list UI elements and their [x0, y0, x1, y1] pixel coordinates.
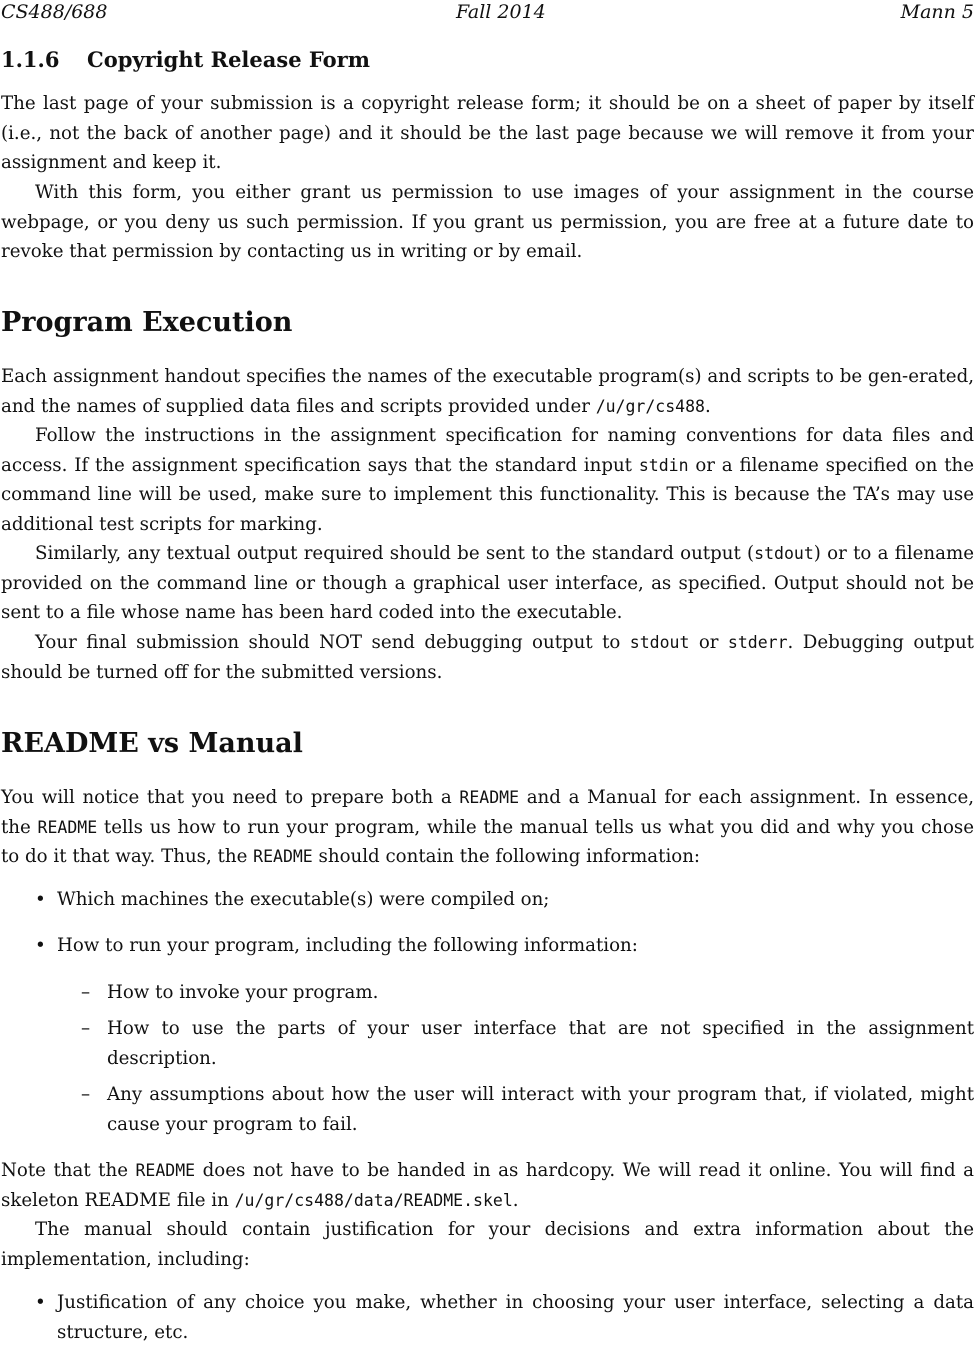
manual-paragraph: The manual should contain justification for your decisions and extra information about the implementation, including:	[1, 1219, 974, 1270]
subsection-number: 1.1.6	[1, 47, 60, 72]
list-item: • Justification of any choice you make, whether in choosing your user interface, selecting a data structure, etc.	[57, 1288, 974, 1347]
sub-list-item: – How to invoke your program.	[107, 978, 974, 1008]
subsection-heading	[1, 46, 370, 74]
sub-list-item: – Any assumptions about how the user will interact with your program that, if violated, might cause your program to fail.	[107, 1080, 974, 1139]
path-code: /u/gr/cs488	[595, 396, 705, 416]
readme-code: README	[459, 788, 520, 807]
copyright-paragraph-1: The last page of your submission is a copyright release form; it should be on a sheet of paper by itself (i.e., not the back of another page) and it should be the last page because we will remove it from your assignment and keep it.	[1, 93, 974, 174]
stdout-code: stdout	[629, 633, 690, 652]
copyright-paragraph-2: With this form, you either grant us permission to use images of your assignment in the course webpage, or you deny us such permission. If you grant us permission, you are free at a future date to revoke that permission by contacting us in writing or by email.	[1, 182, 974, 263]
readme-code: README	[253, 847, 313, 867]
subsection-title: Copyright Release Form	[87, 47, 370, 72]
program-execution-paragraph-2: Follow the instructions in the assignment specification for naming conventions for data files and access. If the assignment specification says that the standard input stdin or a filename specified on the command line will be used, make sure to implement this functionality. This is because the TA’s may use additional test scripts for marking.	[1, 425, 974, 536]
bullet-mark: •	[35, 1292, 46, 1313]
program-execution-paragraph-3: Similarly, any textual output required should be sent to the standard output (stdout) or to a filename provided on the command line or though a graphical user interface, as specified. Output should not be sent to a file whose name has been hard coded into the executable.	[1, 543, 975, 624]
list-item: • Which machines the executable(s) were compiled on;	[57, 885, 974, 915]
dash-mark: –	[81, 1018, 91, 1039]
header-author-page: Mann 5	[900, 1, 974, 23]
readme-paragraph-1: You will notice that you need to prepare both a README and a Manual for each assignment. In essence, the README tells us how to run your program, while the manual tells us what you did and why you chose to do it that way. Thus, the README should contain the following information:	[1, 787, 974, 868]
dash-mark: –	[81, 982, 91, 1003]
section-title-program-execution: Program Execution	[1, 307, 293, 338]
path-code: /u/gr/cs488/data/README.skel	[234, 1190, 513, 1210]
readme-code: README	[37, 817, 98, 837]
bullet-mark: •	[35, 935, 46, 956]
program-execution-paragraph-4: Your final submission should NOT send debugging output to stdout or stderr. Debugging output should be turned off for the submitted versions.	[1, 632, 974, 683]
section-title-readme-vs-manual: README vs Manual	[1, 728, 303, 759]
stdout-code: stdout	[754, 544, 814, 563]
running-header	[1, 0, 974, 26]
dash-mark: –	[81, 1084, 91, 1105]
readme-paragraph-2: Note that the README does not have to be handed in as hardcopy. We will read it online. You will find a skeleton README file in /u/gr/cs488/data/README.skel.	[1, 1160, 974, 1211]
header-term: Fall 2014	[456, 1, 546, 23]
sub-list-item: – How to use the parts of your user interface that are not specified in the assignment description.	[107, 1014, 974, 1073]
stderr-code: stderr	[727, 633, 788, 652]
header-course: CS488/688	[1, 1, 108, 23]
stdin-code: stdin	[638, 455, 689, 475]
readme-code: README	[135, 1161, 196, 1180]
program-execution-paragraph-1: Each assignment handout specifies the names of the executable program(s) and scripts to be gen-erated, and the names of supplied data files and scripts provided under /u/gr/cs488.	[1, 366, 974, 417]
bullet-mark: •	[35, 889, 46, 910]
list-item: • How to run your program, including the following information:	[57, 931, 974, 961]
